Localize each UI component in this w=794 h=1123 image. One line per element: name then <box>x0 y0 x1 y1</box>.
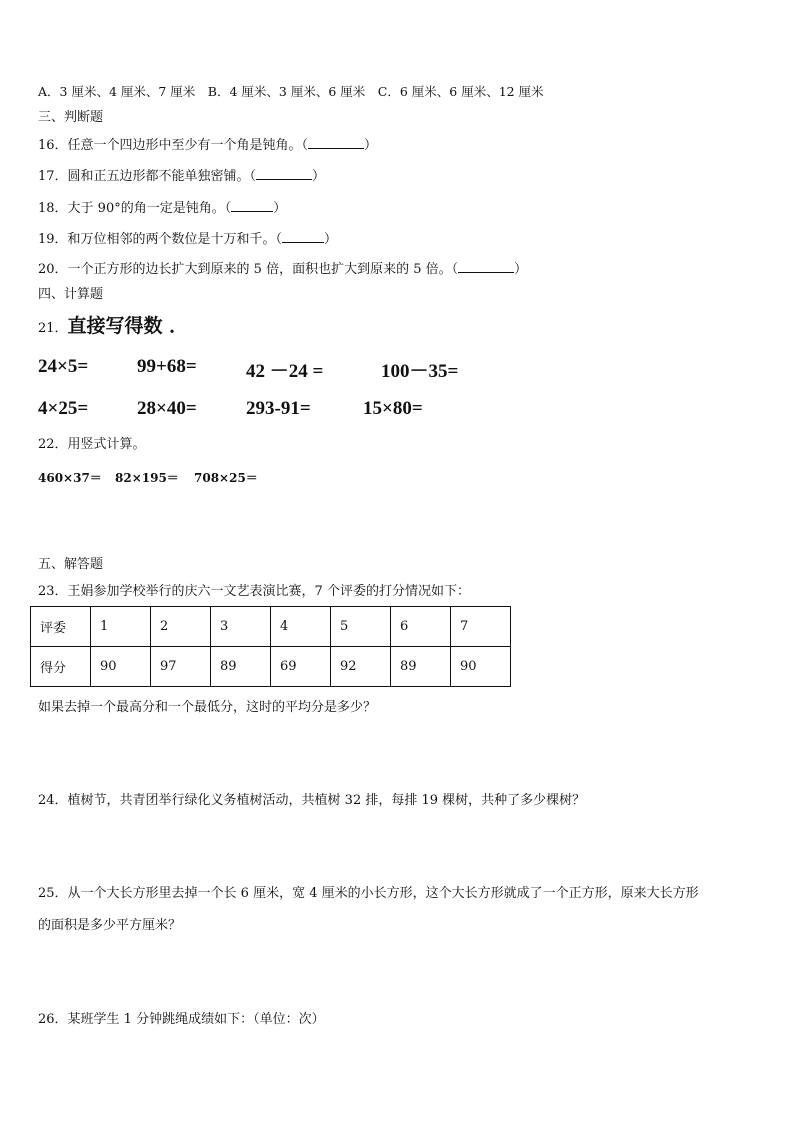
table-cell: 评委 <box>31 607 91 647</box>
question-22: 22．用竖式计算。 <box>38 437 146 452</box>
question-23-ask: 如果去掉一个最高分和一个最低分，这时的平均分是多少？ <box>38 700 377 715</box>
vertical-calc-item: 82×195＝ <box>115 471 179 485</box>
table-cell: 90 <box>451 647 511 687</box>
direct-calc-item: 293-91= <box>246 398 311 419</box>
judge-item-17 <box>38 167 325 185</box>
table-cell: 89 <box>211 647 271 687</box>
table-cell: 69 <box>271 647 331 687</box>
table-cell: 1 <box>91 607 151 647</box>
section-calc-heading: 四、计算题 <box>38 287 104 302</box>
direct-calc-item: 4×25= <box>38 398 89 419</box>
answer-blank[interactable] <box>458 260 514 273</box>
table-cell: 6 <box>391 607 451 647</box>
question-25-line2: 的面积是多少平方厘米？ <box>38 918 182 933</box>
direct-calc-item: 15×80= <box>363 398 423 419</box>
judge-close: ） <box>514 262 528 277</box>
direct-calc-item: 99+68= <box>137 356 197 377</box>
judge-close: ） <box>312 169 326 184</box>
table-cell: 2 <box>151 607 211 647</box>
judge-item-18 <box>38 199 286 217</box>
judge-item-20 <box>38 260 527 278</box>
judge-item-16 <box>38 136 377 154</box>
judge-text: 18．大于 90°的角一定是钝角。（ <box>38 201 232 216</box>
table-cell: 92 <box>331 647 391 687</box>
choice-options-line <box>38 84 544 100</box>
direct-calc-item: 24×5= <box>38 356 89 377</box>
table-cell: 4 <box>271 607 331 647</box>
judge-close: ） <box>364 138 378 153</box>
judge-text: 19．和万位相邻的两个数位是十万和千。（ <box>38 232 283 247</box>
score-table <box>30 606 511 687</box>
question-21-title: 直接写得数 ． <box>67 315 189 337</box>
question-23: 23．王娟参加学校举行的庆六一文艺表演比赛，7 个评委的打分情况如下： <box>38 584 470 599</box>
direct-calc-item: 42 －24 = <box>246 361 324 382</box>
section-judge-heading: 三、判断题 <box>38 110 104 125</box>
table-cell: 3 <box>211 607 271 647</box>
answer-blank[interactable] <box>231 199 273 212</box>
judge-text: 16．任意一个四边形中至少有一个角是钝角。（ <box>38 138 309 153</box>
question-number: 21． <box>38 321 68 336</box>
table-row <box>31 607 511 647</box>
table-cell: 89 <box>391 647 451 687</box>
section-solve-heading: 五、解答题 <box>38 557 104 572</box>
table-row <box>31 647 511 687</box>
question-26: 26．某班学生 1 分钟跳绳成绩如下：（单位：次） <box>38 1012 325 1027</box>
table-cell: 97 <box>151 647 211 687</box>
choice-options-text: A．3 厘米、4 厘米、7 厘米 B．4 厘米、3 厘米、6 厘米 C．6 厘米、6 厘米、12 厘米 <box>38 84 544 99</box>
judge-close: ） <box>273 201 287 216</box>
direct-calc-item: 28×40= <box>137 398 197 419</box>
table-cell: 得分 <box>31 647 91 687</box>
table-cell: 90 <box>91 647 151 687</box>
judge-close: ） <box>324 232 338 247</box>
table-cell: 5 <box>331 607 391 647</box>
question-25-line1: 25．从一个大长方形里去掉一个长 6 厘米，宽 4 厘米的小长方形，这个大长方形就成了一个正方形，原来大长方形 <box>38 886 699 901</box>
question-21-heading <box>38 315 188 339</box>
vertical-calc-item: 460×37＝ <box>38 471 102 485</box>
judge-text: 17．圆和正五边形都不能单独密铺。（ <box>38 169 257 184</box>
question-24: 24．植树节，共青团举行绿化义务植树活动，共植树 32 排，每排 19 棵树，共种了多少棵树？ <box>38 793 586 808</box>
judge-text: 20．一个正方形的边长扩大到原来的 5 倍，面积也扩大到原来的 5 倍。（ <box>38 262 459 277</box>
vertical-calc-item: 708×25＝ <box>194 471 258 485</box>
judge-item-19 <box>38 230 337 248</box>
answer-blank[interactable] <box>256 167 312 180</box>
answer-blank[interactable] <box>282 230 324 243</box>
table-cell: 7 <box>451 607 511 647</box>
direct-calc-item: 100－35= <box>381 361 459 382</box>
answer-blank[interactable] <box>308 136 364 149</box>
